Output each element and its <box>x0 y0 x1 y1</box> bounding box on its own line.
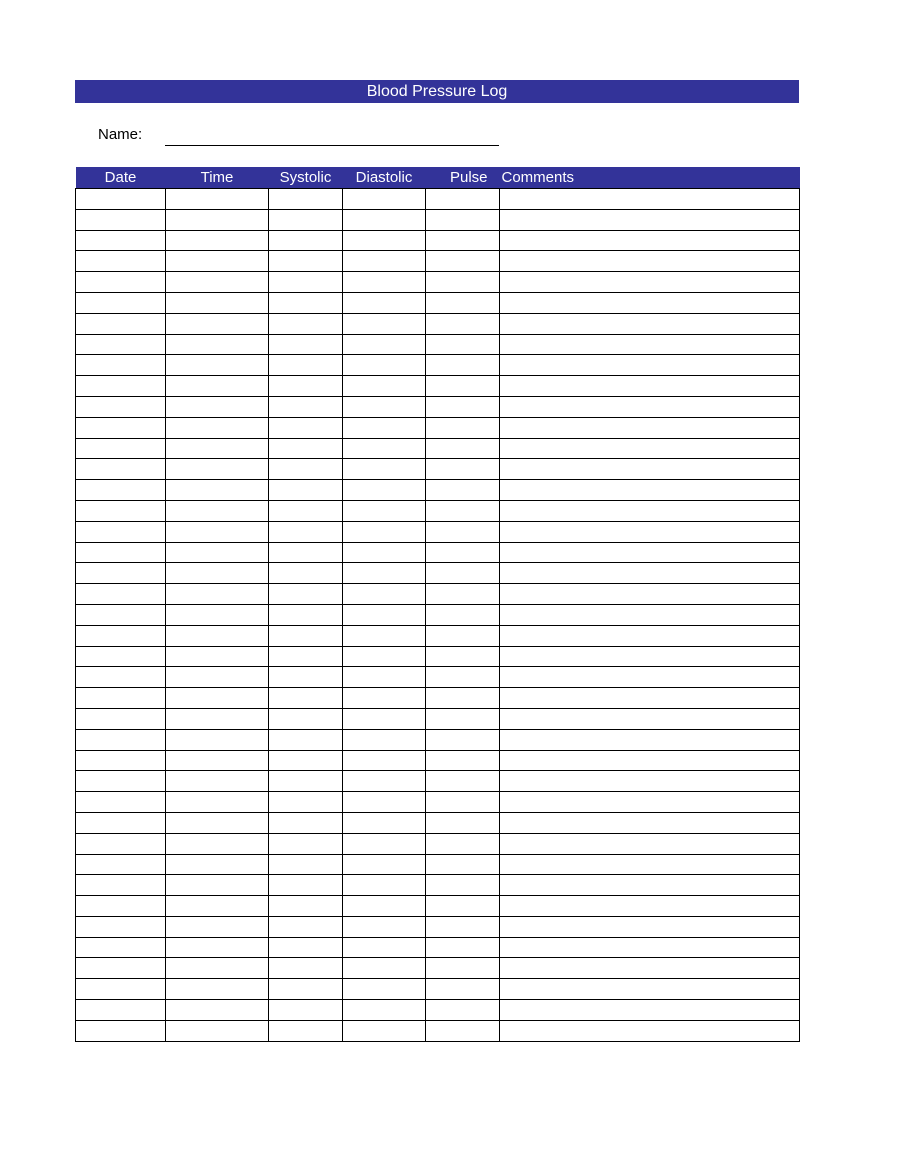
systolic-cell[interactable] <box>269 334 343 355</box>
table-header-row <box>76 167 800 189</box>
comments-cell[interactable] <box>500 792 800 813</box>
systolic-cell[interactable] <box>269 1020 343 1041</box>
table-row <box>76 646 800 667</box>
comments-cell[interactable] <box>500 771 800 792</box>
table-row <box>76 480 800 501</box>
pulse-cell[interactable] <box>426 521 500 542</box>
systolic-cell[interactable] <box>269 667 343 688</box>
systolic-cell[interactable] <box>269 1000 343 1021</box>
diastolic-cell[interactable] <box>343 771 426 792</box>
comments-cell[interactable] <box>500 812 800 833</box>
table-row <box>76 667 800 688</box>
systolic-cell[interactable] <box>269 979 343 1000</box>
pulse-cell[interactable] <box>426 438 500 459</box>
date-cell[interactable] <box>76 209 166 230</box>
time-cell[interactable] <box>166 459 269 480</box>
comments-cell[interactable] <box>500 251 800 272</box>
date-cell[interactable] <box>76 729 166 750</box>
diastolic-cell[interactable] <box>343 334 426 355</box>
comments-cell[interactable] <box>500 833 800 854</box>
diastolic-cell[interactable] <box>343 500 426 521</box>
page-title: Blood Pressure Log <box>75 80 799 103</box>
pulse-cell[interactable] <box>426 563 500 584</box>
comments-cell[interactable] <box>500 334 800 355</box>
date-cell[interactable] <box>76 355 166 376</box>
diastolic-cell[interactable] <box>343 292 426 313</box>
comments-cell[interactable] <box>500 646 800 667</box>
table-row <box>76 209 800 230</box>
comments-cell[interactable] <box>500 292 800 313</box>
date-cell[interactable] <box>76 396 166 417</box>
diastolic-cell[interactable] <box>343 750 426 771</box>
time-cell[interactable] <box>166 396 269 417</box>
comments-cell[interactable] <box>500 396 800 417</box>
table-row <box>76 292 800 313</box>
pulse-cell[interactable] <box>426 833 500 854</box>
comments-cell[interactable] <box>500 272 800 293</box>
comments-cell[interactable] <box>500 480 800 501</box>
date-cell[interactable] <box>76 480 166 501</box>
systolic-cell[interactable] <box>269 896 343 917</box>
table-row <box>76 833 800 854</box>
comments-cell[interactable] <box>500 521 800 542</box>
systolic-cell[interactable] <box>269 292 343 313</box>
comments-cell[interactable] <box>500 937 800 958</box>
systolic-cell[interactable] <box>269 625 343 646</box>
diastolic-cell[interactable] <box>343 355 426 376</box>
time-cell[interactable] <box>166 480 269 501</box>
pulse-cell[interactable] <box>426 667 500 688</box>
date-cell[interactable] <box>76 771 166 792</box>
pulse-cell[interactable] <box>426 792 500 813</box>
date-cell[interactable] <box>76 875 166 896</box>
diastolic-cell[interactable] <box>343 521 426 542</box>
table-row <box>76 230 800 251</box>
systolic-cell[interactable] <box>269 376 343 397</box>
pulse-cell[interactable] <box>426 189 500 210</box>
comments-cell[interactable] <box>500 979 800 1000</box>
table-row <box>76 604 800 625</box>
pulse-cell[interactable] <box>426 875 500 896</box>
diastolic-cell[interactable] <box>343 646 426 667</box>
systolic-cell[interactable] <box>269 313 343 334</box>
table-row <box>76 500 800 521</box>
pulse-cell[interactable] <box>426 313 500 334</box>
diastolic-cell[interactable] <box>343 1000 426 1021</box>
time-cell[interactable] <box>166 708 269 729</box>
diastolic-cell[interactable] <box>343 376 426 397</box>
date-cell[interactable] <box>76 646 166 667</box>
date-cell[interactable] <box>76 1000 166 1021</box>
comments-cell[interactable] <box>500 708 800 729</box>
diastolic-cell[interactable] <box>343 313 426 334</box>
comments-cell[interactable] <box>500 459 800 480</box>
diastolic-cell[interactable] <box>343 272 426 293</box>
date-cell[interactable] <box>76 792 166 813</box>
date-cell[interactable] <box>76 230 166 251</box>
time-cell[interactable] <box>166 750 269 771</box>
systolic-cell[interactable] <box>269 916 343 937</box>
time-cell[interactable] <box>166 417 269 438</box>
comments-cell[interactable] <box>500 875 800 896</box>
pulse-cell[interactable] <box>426 916 500 937</box>
time-cell[interactable] <box>166 937 269 958</box>
table-row <box>76 376 800 397</box>
time-cell[interactable] <box>166 792 269 813</box>
time-cell[interactable] <box>166 563 269 584</box>
pulse-cell[interactable] <box>426 979 500 1000</box>
comments-cell[interactable] <box>500 916 800 937</box>
date-cell[interactable] <box>76 500 166 521</box>
table-row <box>76 563 800 584</box>
pulse-cell[interactable] <box>426 209 500 230</box>
time-cell[interactable] <box>166 646 269 667</box>
diastolic-cell[interactable] <box>343 563 426 584</box>
comments-cell[interactable] <box>500 750 800 771</box>
systolic-cell[interactable] <box>269 396 343 417</box>
pulse-cell[interactable] <box>426 625 500 646</box>
pulse-cell[interactable] <box>426 1000 500 1021</box>
diastolic-cell[interactable] <box>343 937 426 958</box>
pulse-cell[interactable] <box>426 459 500 480</box>
pulse-cell[interactable] <box>426 396 500 417</box>
systolic-cell[interactable] <box>269 209 343 230</box>
pulse-cell[interactable] <box>426 417 500 438</box>
diastolic-cell[interactable] <box>343 251 426 272</box>
systolic-cell[interactable] <box>269 521 343 542</box>
date-cell[interactable] <box>76 625 166 646</box>
systolic-cell[interactable] <box>269 604 343 625</box>
column-header-time: Time <box>166 167 269 189</box>
column-header-systolic: Systolic <box>269 167 343 189</box>
systolic-cell[interactable] <box>269 584 343 605</box>
date-cell[interactable] <box>76 189 166 210</box>
systolic-cell[interactable] <box>269 729 343 750</box>
table-row <box>76 750 800 771</box>
table-row <box>76 355 800 376</box>
table-row <box>76 708 800 729</box>
systolic-cell[interactable] <box>269 251 343 272</box>
diastolic-cell[interactable] <box>343 688 426 709</box>
column-header-diastolic: Diastolic <box>343 167 426 189</box>
pulse-cell[interactable] <box>426 812 500 833</box>
table-row <box>76 896 800 917</box>
diastolic-cell[interactable] <box>343 584 426 605</box>
table-row <box>76 729 800 750</box>
diastolic-cell[interactable] <box>343 604 426 625</box>
date-cell[interactable] <box>76 272 166 293</box>
diastolic-cell[interactable] <box>343 459 426 480</box>
pulse-cell[interactable] <box>426 334 500 355</box>
comments-cell[interactable] <box>500 604 800 625</box>
comments-cell[interactable] <box>500 189 800 210</box>
comments-cell[interactable] <box>500 563 800 584</box>
pulse-cell[interactable] <box>426 750 500 771</box>
diastolic-cell[interactable] <box>343 189 426 210</box>
table-row <box>76 396 800 417</box>
date-cell[interactable] <box>76 604 166 625</box>
date-cell[interactable] <box>76 854 166 875</box>
diastolic-cell[interactable] <box>343 812 426 833</box>
time-cell[interactable] <box>166 334 269 355</box>
systolic-cell[interactable] <box>269 500 343 521</box>
systolic-cell[interactable] <box>269 563 343 584</box>
time-cell[interactable] <box>166 521 269 542</box>
date-cell[interactable] <box>76 688 166 709</box>
systolic-cell[interactable] <box>269 688 343 709</box>
time-cell[interactable] <box>166 688 269 709</box>
date-cell[interactable] <box>76 542 166 563</box>
table-row <box>76 979 800 1000</box>
comments-cell[interactable] <box>500 625 800 646</box>
diastolic-cell[interactable] <box>343 396 426 417</box>
table-row <box>76 272 800 293</box>
date-cell[interactable] <box>76 958 166 979</box>
comments-cell[interactable] <box>500 230 800 251</box>
pulse-cell[interactable] <box>426 355 500 376</box>
date-cell[interactable] <box>76 376 166 397</box>
column-header-pulse: Pulse <box>426 167 500 189</box>
time-cell[interactable] <box>166 209 269 230</box>
comments-cell[interactable] <box>500 729 800 750</box>
time-cell[interactable] <box>166 500 269 521</box>
systolic-cell[interactable] <box>269 708 343 729</box>
time-cell[interactable] <box>166 1000 269 1021</box>
pulse-cell[interactable] <box>426 584 500 605</box>
systolic-cell[interactable] <box>269 812 343 833</box>
table-row <box>76 771 800 792</box>
table-row <box>76 875 800 896</box>
systolic-cell[interactable] <box>269 230 343 251</box>
pulse-cell[interactable] <box>426 854 500 875</box>
diastolic-cell[interactable] <box>343 542 426 563</box>
pulse-cell[interactable] <box>426 230 500 251</box>
comments-cell[interactable] <box>500 1020 800 1041</box>
table-row <box>76 189 800 210</box>
table-row <box>76 417 800 438</box>
pulse-cell[interactable] <box>426 688 500 709</box>
table-row <box>76 937 800 958</box>
comments-cell[interactable] <box>500 438 800 459</box>
log-table-body <box>76 189 800 1042</box>
date-cell[interactable] <box>76 812 166 833</box>
diastolic-cell[interactable] <box>343 480 426 501</box>
table-row <box>76 688 800 709</box>
table-row <box>76 438 800 459</box>
comments-cell[interactable] <box>500 313 800 334</box>
time-cell[interactable] <box>166 355 269 376</box>
table-row <box>76 625 800 646</box>
diastolic-cell[interactable] <box>343 417 426 438</box>
table-row <box>76 313 800 334</box>
systolic-cell[interactable] <box>269 958 343 979</box>
table-row <box>76 792 800 813</box>
pulse-cell[interactable] <box>426 480 500 501</box>
time-cell[interactable] <box>166 854 269 875</box>
systolic-cell[interactable] <box>269 417 343 438</box>
time-cell[interactable] <box>166 896 269 917</box>
pulse-cell[interactable] <box>426 272 500 293</box>
time-cell[interactable] <box>166 292 269 313</box>
name-field[interactable] <box>165 145 499 146</box>
systolic-cell[interactable] <box>269 480 343 501</box>
comments-cell[interactable] <box>500 667 800 688</box>
date-cell[interactable] <box>76 251 166 272</box>
diastolic-cell[interactable] <box>343 792 426 813</box>
table-row <box>76 584 800 605</box>
table-row <box>76 958 800 979</box>
comments-cell[interactable] <box>500 355 800 376</box>
comments-cell[interactable] <box>500 417 800 438</box>
time-cell[interactable] <box>166 230 269 251</box>
time-cell[interactable] <box>166 667 269 688</box>
pulse-cell[interactable] <box>426 542 500 563</box>
pulse-cell[interactable] <box>426 937 500 958</box>
date-cell[interactable] <box>76 937 166 958</box>
diastolic-cell[interactable] <box>343 958 426 979</box>
date-cell[interactable] <box>76 708 166 729</box>
diastolic-cell[interactable] <box>343 979 426 1000</box>
pulse-cell[interactable] <box>426 646 500 667</box>
time-cell[interactable] <box>166 1020 269 1041</box>
diastolic-cell[interactable] <box>343 209 426 230</box>
table-row <box>76 812 800 833</box>
time-cell[interactable] <box>166 251 269 272</box>
time-cell[interactable] <box>166 189 269 210</box>
time-cell[interactable] <box>166 771 269 792</box>
comments-cell[interactable] <box>500 688 800 709</box>
pulse-cell[interactable] <box>426 729 500 750</box>
diastolic-cell[interactable] <box>343 854 426 875</box>
diastolic-cell[interactable] <box>343 729 426 750</box>
date-cell[interactable] <box>76 438 166 459</box>
time-cell[interactable] <box>166 313 269 334</box>
comments-cell[interactable] <box>500 376 800 397</box>
diastolic-cell[interactable] <box>343 438 426 459</box>
table-row <box>76 1020 800 1041</box>
table-row <box>76 854 800 875</box>
diastolic-cell[interactable] <box>343 896 426 917</box>
table-row <box>76 542 800 563</box>
time-cell[interactable] <box>166 958 269 979</box>
pulse-cell[interactable] <box>426 708 500 729</box>
date-cell[interactable] <box>76 750 166 771</box>
pulse-cell[interactable] <box>426 604 500 625</box>
diastolic-cell[interactable] <box>343 667 426 688</box>
diastolic-cell[interactable] <box>343 230 426 251</box>
time-cell[interactable] <box>166 584 269 605</box>
pulse-cell[interactable] <box>426 958 500 979</box>
date-cell[interactable] <box>76 563 166 584</box>
pulse-cell[interactable] <box>426 376 500 397</box>
diastolic-cell[interactable] <box>343 625 426 646</box>
time-cell[interactable] <box>166 438 269 459</box>
table-row <box>76 334 800 355</box>
name-label: Name: <box>98 126 143 143</box>
column-header-date: Date <box>76 167 166 189</box>
diastolic-cell[interactable] <box>343 833 426 854</box>
time-cell[interactable] <box>166 916 269 937</box>
date-cell[interactable] <box>76 896 166 917</box>
comments-cell[interactable] <box>500 896 800 917</box>
time-cell[interactable] <box>166 625 269 646</box>
systolic-cell[interactable] <box>269 937 343 958</box>
date-cell[interactable] <box>76 833 166 854</box>
table-row <box>76 459 800 480</box>
pulse-cell[interactable] <box>426 1020 500 1041</box>
column-header-comments: Comments <box>500 167 800 189</box>
date-cell[interactable] <box>76 916 166 937</box>
time-cell[interactable] <box>166 272 269 293</box>
systolic-cell[interactable] <box>269 272 343 293</box>
systolic-cell[interactable] <box>269 646 343 667</box>
systolic-cell[interactable] <box>269 833 343 854</box>
systolic-cell[interactable] <box>269 792 343 813</box>
time-cell[interactable] <box>166 979 269 1000</box>
time-cell[interactable] <box>166 542 269 563</box>
diastolic-cell[interactable] <box>343 1020 426 1041</box>
date-cell[interactable] <box>76 313 166 334</box>
date-cell[interactable] <box>76 1020 166 1041</box>
log-table <box>75 167 800 1042</box>
comments-cell[interactable] <box>500 500 800 521</box>
table-row <box>76 916 800 937</box>
time-cell[interactable] <box>166 812 269 833</box>
date-cell[interactable] <box>76 521 166 542</box>
systolic-cell[interactable] <box>269 875 343 896</box>
date-cell[interactable] <box>76 667 166 688</box>
systolic-cell[interactable] <box>269 459 343 480</box>
date-cell[interactable] <box>76 292 166 313</box>
systolic-cell[interactable] <box>269 189 343 210</box>
systolic-cell[interactable] <box>269 438 343 459</box>
date-cell[interactable] <box>76 979 166 1000</box>
pulse-cell[interactable] <box>426 500 500 521</box>
systolic-cell[interactable] <box>269 854 343 875</box>
pulse-cell[interactable] <box>426 251 500 272</box>
time-cell[interactable] <box>166 376 269 397</box>
time-cell[interactable] <box>166 604 269 625</box>
diastolic-cell[interactable] <box>343 708 426 729</box>
comments-cell[interactable] <box>500 209 800 230</box>
time-cell[interactable] <box>166 833 269 854</box>
comments-cell[interactable] <box>500 1000 800 1021</box>
pulse-cell[interactable] <box>426 771 500 792</box>
pulse-cell[interactable] <box>426 292 500 313</box>
table-row <box>76 521 800 542</box>
comments-cell[interactable] <box>500 584 800 605</box>
systolic-cell[interactable] <box>269 542 343 563</box>
diastolic-cell[interactable] <box>343 916 426 937</box>
comments-cell[interactable] <box>500 854 800 875</box>
diastolic-cell[interactable] <box>343 875 426 896</box>
table-row <box>76 251 800 272</box>
comments-cell[interactable] <box>500 542 800 563</box>
date-cell[interactable] <box>76 417 166 438</box>
pulse-cell[interactable] <box>426 896 500 917</box>
systolic-cell[interactable] <box>269 355 343 376</box>
systolic-cell[interactable] <box>269 750 343 771</box>
comments-cell[interactable] <box>500 958 800 979</box>
systolic-cell[interactable] <box>269 771 343 792</box>
table-row <box>76 1000 800 1021</box>
time-cell[interactable] <box>166 875 269 896</box>
time-cell[interactable] <box>166 729 269 750</box>
date-cell[interactable] <box>76 459 166 480</box>
date-cell[interactable] <box>76 584 166 605</box>
date-cell[interactable] <box>76 334 166 355</box>
